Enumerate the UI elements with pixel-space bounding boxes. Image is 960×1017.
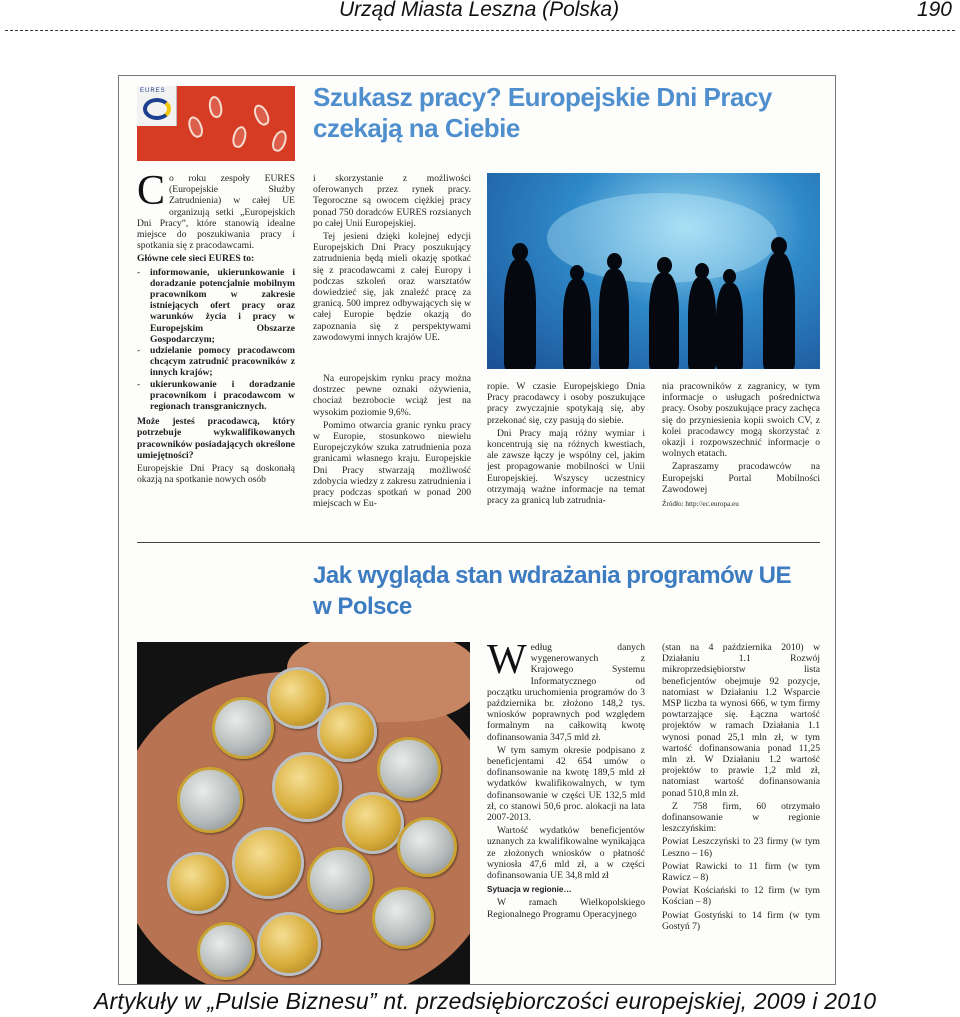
- article1-column3: [487, 381, 645, 531]
- page-number: 190: [916, 0, 952, 21]
- person-silhouette: [688, 277, 716, 369]
- paragraph: Z 758 firm, 60 otrzymało dofinansowanie w regionie leszczyńskim:: [662, 800, 820, 835]
- eures-swirl-icon: [143, 98, 171, 120]
- page-header: [0, 0, 960, 44]
- list-item: Powiat Rawicki to 11 firm (w tym Rawicz – 8): [662, 860, 820, 884]
- article1-intro-text: o roku zespoły EURES (Europejskie Służby Zatrudnienia) w całej UE organizują setki „Europejskich Dni Pracy”, które stanowią idealne miejsce do poszukiwania pracy i spotkania się z pracodawcami.: [137, 173, 295, 252]
- article1-goals-heading: [137, 253, 295, 264]
- paragraph: Dni Pracy mają różny wymiar i koncentrują się na różnych kwestiach, ale zawsze łączy je wspólny cel, jakim jest propagowanie mobilności w Unii Europejskiej. Wszyscy uczestnicy otrzymają ważne informacje na temat pracy za granicą lub zatrudnia-: [487, 427, 645, 507]
- euro-coin: [342, 792, 404, 854]
- euro-coin: [372, 887, 434, 949]
- euro-coin: [257, 912, 321, 976]
- article2-p1: [487, 642, 645, 743]
- eures-logo: [137, 86, 177, 126]
- article1-column4: [662, 381, 820, 531]
- paragraph: ropie. W czasie Europejskiego Dnia Pracy pracodawcy i osoby poszukujące pracy zwyczajnie spotykają się, aby przekonać się, czy pasują do siebie.: [487, 381, 645, 426]
- footprint-icon: [251, 102, 272, 127]
- euro-coin: [232, 827, 304, 899]
- silhouette-head: [657, 257, 672, 274]
- scanned-newspaper-page: [118, 75, 836, 985]
- footprint-icon: [270, 128, 290, 153]
- business-people-photo: [487, 173, 820, 369]
- article1-headline: [313, 82, 813, 144]
- article1-column2-upper: [313, 173, 471, 373]
- paragraph: nia pracowników z zagranicy, w tym informacje o usługach pośrednictwa pracy. Osoby poszukujące pracy zachęca się do przyniesienia kopii swoich CV, z kolei pracodawcy mogą skorzystać z okazji i rozpowszechnić informacje o wolnych etatach.: [662, 381, 820, 460]
- person-silhouette: [716, 283, 743, 369]
- paragraph: Tej jesieni dzięki kolejnej edycji Europejskich Dni Pracy poszukujący zatrudnienia będą mieli okazję spotkać się z pracodawcami z całej Europy i podczas szkoleń oraz warsztatów dowiedzieć się, jak znaleźć pracę za granicą. 500 imprez odbywających się w całej Europie będzie okazją do zapoznania się z perspektywami zawodowymi innych krajów UE.: [313, 231, 471, 343]
- header-title: Urząd Miasta Leszna (Polska): [339, 0, 620, 21]
- silhouette-head: [607, 253, 622, 270]
- paragraph: W tym samym okresie podpisano z beneficjentami 42 654 umów o dofinansowanie na kwotę 189,5 mld zł wydatków kwalifikowalnych, w tym dofinansowanie w części UE 132,5 mld zł, co stanowi 50,6 proc. alokacji na lata 2007-2013.: [487, 744, 645, 824]
- article2-headline-line1: Jak wygląda stan wdrażania programów UE: [313, 562, 791, 589]
- article1-column2-lower: [313, 373, 471, 533]
- person-silhouette: [599, 269, 629, 369]
- footprint-icon: [230, 125, 248, 150]
- list-item: - ukierunkowanie i doradzanie pracownikom i pracodawcom w regionach transgranicznych.: [137, 379, 295, 413]
- person-silhouette: [504, 259, 536, 369]
- paragraph: (stan na 4 października 2010) w Działaniu 1.1 Rozwój mikroprzedsiębiorstw lista beneficjentów obejmuje 92 pozycje, natomiast w Działaniu 1.2 Wsparcie MSP liczba ta wynosi 666, w tym firmy powtarzające się. Łączna wartość projektów w ramach Działania 1.1 wynosi ponad 25,1 mln zł, w tym wartość dofinansowania ponad 11,25 mln zł. W Działaniu 1.2 wartość projektów to prawie 1,2 mld zł, natomiast wartość dofinansowania ponad 510,8 mln zł.: [662, 642, 820, 799]
- euro-coin: [177, 767, 243, 833]
- eures-logo-banner: [137, 86, 295, 161]
- article1-dropcap: C: [137, 173, 166, 214]
- person-silhouette: [649, 273, 679, 369]
- footprint-icon: [186, 114, 206, 139]
- article2-headline: [313, 560, 813, 622]
- article2-column1: [487, 642, 645, 982]
- list-item: Powiat Kościański to 12 firm (w tym Kościan – 8): [662, 885, 820, 908]
- paragraph: i skorzystanie z możliwości oferowanych przez rynek pracy. Tegoroczne są owocem ciężkiej pracy ponad 750 doradców EURES rozsianych po całej Unii Europejskiej.: [313, 173, 471, 229]
- article-divider: [137, 542, 820, 543]
- article1-headline-line2: czekają na Ciebie: [313, 113, 520, 143]
- person-silhouette: [763, 253, 795, 369]
- person-silhouette: [563, 279, 591, 369]
- article2-dropcap: W: [487, 642, 527, 683]
- paragraph: Zapraszamy pracodawców na Europejski Portal Mobilności Zawodowej: [662, 461, 820, 495]
- silhouette-head: [723, 269, 736, 284]
- article1-headline-line1: Szukasz pracy? Europejskie Dni Pracy: [313, 82, 772, 112]
- page-footer-caption: Artykuły w „Pulsie Biznesu” nt. przedsiębiorczości europejskiej, 2009 i 2010: [94, 988, 877, 1014]
- paragraph: W ramach Wielkopolskiego Regionalnego Programu Operacyjnego: [487, 897, 645, 920]
- article2-headline-line2: w Polsce: [313, 593, 412, 620]
- list-item: - informowanie, ukierunkowanie i doradzanie potencjalnie mobilnym pracownikom w zakresie istniejących ofert pracy oraz warunków życia i pracy w Europejskim Obszarze Gospodarczym;: [137, 267, 295, 345]
- article1-column1: [137, 173, 295, 533]
- paragraph: Wartość wydatków beneficjentów uznanych za kwalifikowalne wynikająca ze złożonych wniosków o płatność wyniosła 47,6 mld zł, a w części dofinansowania UE 34,8 mld zł: [487, 825, 645, 882]
- article1-question: [137, 416, 295, 461]
- list-item: - udzielanie pomocy pracodawcom chcącym zatrudnić pracowników z innych krajów;: [137, 345, 295, 379]
- question-text: Może jesteś pracodawcą, który potrzebuje wykwalifikowanych pracowników posiadających określone umiejętności?: [137, 416, 295, 461]
- paragraph: Na europejskim rynku pracy można dostrzec pewne oznaki ożywienia, chociaż bezrobocie wciąż jest na wysokim poziomie 9,6%.: [313, 373, 471, 418]
- article1-source: Źródło: http://ec.europa.eu: [662, 500, 739, 509]
- article2-p1-text: edług danych wygenerowanych z Krajowego Systemu Informatycznego od początku uruchomienia programów do 3 października br. złożono 148,2 tys. wniosków poprawnych pod względem formalnym na całkowitą kwotę dofinansowania 347,5 mld zł.: [487, 642, 645, 743]
- article1-closing: Europejskie Dni Pracy są doskonałą okazją na spotkanie nowych osób: [137, 463, 295, 486]
- euro-coin: [397, 817, 457, 877]
- goals-heading-text: Główne cele sieci EURES to:: [137, 253, 255, 265]
- article2-column2: [662, 642, 820, 982]
- article1-intro: [137, 173, 295, 251]
- euro-coin: [377, 737, 441, 801]
- eures-logo-text: EURES: [140, 88, 166, 94]
- article1-goals-list: [137, 267, 295, 413]
- list-item: Powiat Gostyński to 14 firm (w tym Gostyń 7): [662, 909, 820, 932]
- header-rule: [5, 30, 955, 31]
- article2-subhead: Sytuacja w regionie…: [487, 885, 572, 895]
- euro-coin: [167, 852, 229, 914]
- euro-coin: [307, 847, 373, 913]
- euro-coin: [317, 702, 377, 762]
- euro-coins-photo: [137, 642, 470, 985]
- footprint-icon: [207, 95, 224, 119]
- euro-coin: [272, 752, 342, 822]
- paragraph: Pomimo otwarcia granic rynku pracy w Europie, stosunkowo niewielu Europejczyków szuka zatrudnienia poza granicami własnego kraju. Europejskie Dni Pracy stwarzają możliwość zdobycia wiedzy z zakresu zatrudnienia i pracy podczas spotkań w ponad 200 miejscach w Eu-: [313, 419, 471, 510]
- list-item: Powiat Leszczyński to 23 firmy (w tym Leszno – 16): [662, 836, 820, 859]
- euro-coin: [212, 697, 274, 759]
- euro-coin: [197, 922, 255, 980]
